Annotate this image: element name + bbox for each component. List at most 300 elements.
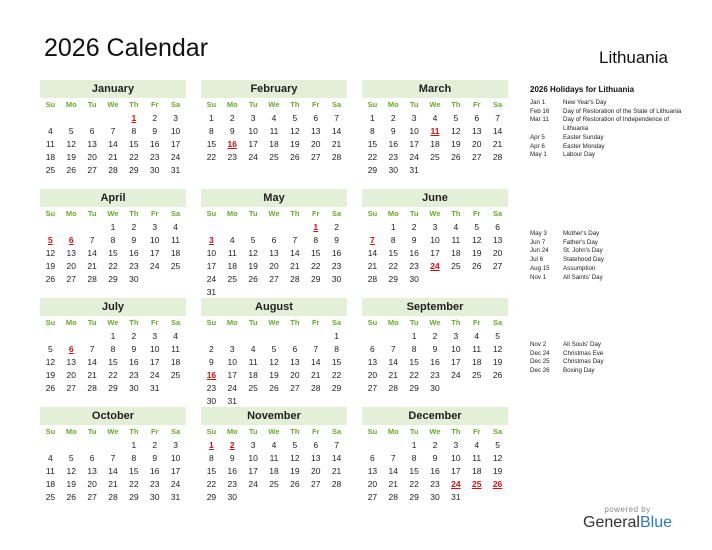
day-cell: 16 (149, 139, 160, 149)
day-cell: 23 (149, 152, 160, 162)
empty-cell (264, 330, 285, 343)
weekday-label: We (268, 318, 280, 327)
day-cell: 21 (87, 261, 97, 271)
day-cell: 7 (390, 453, 396, 463)
day-cell: 21 (108, 479, 118, 489)
weekday-label: Fr (472, 427, 481, 436)
empty-cell (40, 439, 61, 452)
weekday-label: Th (129, 318, 139, 327)
empty-cell (103, 439, 124, 452)
day-cell: 30 (409, 274, 419, 284)
day-cell: 9 (131, 344, 137, 354)
day-cell: 27 (269, 274, 279, 284)
month-title: September (362, 298, 508, 316)
day-cell: 8 (411, 344, 417, 354)
day-cell: 3 (250, 113, 256, 123)
day-cell: 27 (310, 479, 321, 489)
holiday-name: New Year's Day (563, 99, 607, 106)
day-cell: 15 (310, 248, 321, 258)
day-cell: 28 (331, 479, 342, 489)
empty-cell (103, 112, 124, 125)
day-cell: 22 (108, 261, 118, 271)
holiday-day-cell: 3 (209, 235, 214, 245)
day-cell: 17 (149, 248, 160, 258)
empty-cell (243, 221, 264, 234)
day-cell: 29 (409, 383, 419, 393)
day-cell: 14 (367, 248, 378, 258)
day-cell: 14 (87, 248, 97, 258)
day-cell: 19 (45, 261, 56, 271)
day-cell: 30 (430, 492, 440, 502)
weekday-label: Th (129, 209, 139, 218)
weekday-label: We (429, 427, 441, 436)
weekday-label: We (268, 209, 280, 218)
day-cell: 12 (451, 126, 461, 136)
day-cell: 10 (248, 453, 258, 463)
month-title: March (362, 80, 508, 98)
holiday-name: Boxing Day (563, 367, 595, 375)
day-cell: 22 (206, 479, 217, 489)
day-cell: 18 (170, 248, 181, 258)
day-grid (40, 425, 186, 504)
empty-cell (61, 221, 82, 234)
day-cell: 30 (149, 492, 160, 502)
day-cell: 9 (152, 453, 158, 463)
weekday-label: Tu (87, 427, 97, 436)
weekday-label: Sa (331, 318, 342, 327)
empty-cell (264, 221, 285, 234)
day-cell: 11 (269, 453, 279, 463)
month-june (362, 189, 508, 286)
day-cell: 16 (388, 139, 398, 149)
empty-cell (201, 221, 222, 234)
day-cell: 4 (474, 331, 480, 341)
day-cell: 13 (492, 235, 503, 245)
weekday-label: Tu (248, 427, 258, 436)
day-cell: 26 (45, 274, 56, 284)
empty-cell (201, 330, 222, 343)
day-cell: 1 (110, 331, 116, 341)
day-grid (201, 98, 347, 164)
day-cell: 3 (152, 331, 158, 341)
month-title: December (362, 407, 508, 425)
month-title: July (40, 298, 186, 316)
day-cell: 14 (290, 248, 300, 258)
day-cell: 5 (474, 222, 480, 232)
day-cell: 4 (250, 344, 256, 354)
day-cell: 9 (334, 235, 339, 245)
empty-cell (61, 330, 82, 343)
day-cell: 25 (170, 370, 181, 380)
day-grid (40, 98, 186, 177)
empty-cell (305, 330, 326, 343)
day-cell: 2 (152, 440, 158, 450)
day-cell: 3 (411, 113, 417, 123)
day-cell: 11 (46, 466, 55, 476)
holiday-date: Dec 25 (530, 358, 550, 366)
day-cell: 22 (129, 479, 139, 489)
weekday-label: Fr (150, 100, 159, 109)
weekday-label: Mo (226, 318, 238, 327)
weekday-label: Mo (387, 427, 399, 436)
day-cell: 17 (451, 357, 461, 367)
day-cell: 23 (331, 261, 342, 271)
holiday-item (530, 256, 690, 265)
day-cell: 16 (430, 357, 440, 367)
day-cell: 8 (334, 344, 339, 354)
day-cell: 25 (248, 383, 258, 393)
day-cell: 4 (48, 126, 53, 136)
day-cell: 23 (129, 370, 139, 380)
holiday-date: May 3 (530, 230, 547, 237)
weekday-label: Fr (472, 209, 481, 218)
day-cell: 19 (492, 466, 503, 476)
empty-cell (61, 439, 82, 452)
day-cell: 12 (290, 126, 300, 136)
day-cell: 15 (206, 139, 217, 149)
holiday-item (530, 143, 690, 152)
day-cell: 19 (492, 357, 503, 367)
day-cell: 23 (206, 383, 217, 393)
holiday-date: Apr 5 (530, 133, 545, 141)
day-cell: 12 (492, 344, 503, 354)
weekday-label: Sa (170, 318, 181, 327)
day-cell: 7 (110, 453, 116, 463)
empty-cell (82, 221, 103, 234)
day-cell: 14 (388, 466, 398, 476)
weekday-label: Th (129, 100, 139, 109)
day-cell: 8 (209, 453, 214, 463)
day-cell: 26 (66, 492, 76, 502)
day-cell: 5 (495, 331, 500, 341)
day-cell: 3 (152, 222, 158, 232)
day-cell: 30 (227, 492, 237, 502)
day-cell: 21 (367, 261, 378, 271)
holiday-date: Apr 6 (530, 142, 545, 150)
month-september (362, 298, 508, 395)
weekday-label: Sa (492, 100, 503, 109)
holidays-title: 2026 Holidays for Lithuania (530, 85, 635, 94)
weekday-label: Sa (331, 100, 342, 109)
day-cell: 5 (453, 113, 459, 123)
day-cell: 2 (152, 113, 158, 123)
day-cell: 29 (129, 492, 139, 502)
weekday-label: Th (451, 100, 461, 109)
day-cell: 10 (149, 235, 160, 245)
weekday-label: Th (451, 318, 461, 327)
day-cell: 4 (474, 440, 480, 450)
day-cell: 25 (430, 152, 440, 162)
weekday-label: Mo (226, 100, 238, 109)
day-cell: 18 (227, 261, 237, 271)
day-cell: 15 (388, 248, 398, 258)
day-cell: 26 (66, 165, 76, 175)
weekday-label: Tu (87, 209, 97, 218)
day-cell: 21 (331, 139, 342, 149)
day-cell: 21 (87, 370, 97, 380)
day-cell: 24 (206, 274, 217, 284)
weekday-label: Tu (87, 100, 97, 109)
day-cell: 23 (430, 370, 440, 380)
day-cell: 27 (310, 152, 321, 162)
weekday-label: We (107, 100, 119, 109)
day-cell: 1 (411, 331, 417, 341)
day-cell: 5 (292, 440, 298, 450)
day-cell: 11 (171, 344, 180, 354)
empty-cell (61, 112, 82, 125)
day-cell: 27 (367, 492, 378, 502)
holiday-day-cell: 2 (229, 440, 235, 450)
day-cell: 14 (492, 126, 503, 136)
day-cell: 19 (45, 370, 56, 380)
day-cell: 11 (248, 357, 258, 367)
holiday-day-cell: 7 (370, 235, 375, 245)
day-cell: 25 (170, 261, 181, 271)
day-cell: 6 (89, 126, 95, 136)
day-cell: 17 (149, 357, 160, 367)
empty-cell (362, 221, 383, 234)
month-title: August (201, 298, 347, 316)
day-cell: 16 (227, 466, 237, 476)
day-cell: 24 (248, 152, 258, 162)
day-cell: 11 (472, 344, 482, 354)
day-cell: 7 (334, 113, 339, 123)
day-cell: 1 (411, 440, 417, 450)
day-cell: 19 (269, 370, 279, 380)
day-cell: 8 (313, 235, 319, 245)
day-cell: 4 (173, 222, 178, 232)
day-cell: 21 (388, 479, 398, 489)
day-cell: 8 (390, 235, 396, 245)
holiday-name: All Saints' Day (563, 273, 603, 281)
holiday-day-cell: 24 (451, 479, 461, 489)
day-cell: 9 (411, 235, 417, 245)
holiday-date: Jul 6 (530, 256, 544, 264)
holiday-day-cell: 1 (209, 440, 214, 450)
day-cell: 7 (334, 440, 339, 450)
day-cell: 8 (131, 453, 137, 463)
weekday-label: Fr (150, 427, 159, 436)
day-cell: 19 (290, 466, 300, 476)
holiday-name: Labour Day (563, 151, 595, 159)
weekday-label: Fr (311, 318, 320, 327)
day-cell: 20 (492, 248, 503, 258)
day-cell: 15 (367, 139, 378, 149)
holiday-day-cell: 26 (492, 479, 503, 489)
weekday-label: Th (451, 427, 461, 436)
day-cell: 18 (471, 466, 482, 476)
day-cell: 12 (492, 453, 503, 463)
brand-name-general: General (583, 514, 640, 531)
day-cell: 27 (87, 492, 97, 502)
holiday-date: Jun 7 (530, 238, 546, 246)
day-cell: 20 (290, 370, 300, 380)
weekday-label: Mo (65, 318, 77, 327)
holiday-day-cell: 6 (68, 235, 74, 245)
day-cell: 14 (331, 126, 342, 136)
holiday-day-cell: 6 (68, 344, 74, 354)
day-cell: 7 (89, 235, 95, 245)
day-cell: 17 (430, 248, 440, 258)
day-cell: 13 (66, 248, 76, 258)
day-cell: 13 (66, 357, 76, 367)
day-cell: 28 (388, 492, 398, 502)
weekday-label: Sa (170, 100, 181, 109)
day-cell: 22 (206, 152, 217, 162)
brand-name-blue: Blue (639, 514, 672, 531)
day-cell: 26 (492, 370, 503, 380)
holiday-name: Easter Monday (563, 142, 605, 150)
day-cell: 2 (432, 440, 438, 450)
day-cell: 31 (149, 383, 160, 393)
day-cell: 11 (46, 139, 55, 149)
day-cell: 3 (229, 344, 235, 354)
holiday-item (530, 99, 690, 108)
holiday-item (530, 108, 690, 117)
day-cell: 19 (451, 139, 461, 149)
day-cell: 6 (292, 344, 298, 354)
day-cell: 12 (45, 248, 56, 258)
day-cell: 22 (310, 261, 321, 271)
day-cell: 7 (89, 344, 95, 354)
weekday-label: Fr (472, 318, 481, 327)
day-grid (40, 207, 186, 286)
weekday-label: Sa (331, 427, 342, 436)
day-cell: 30 (206, 396, 217, 406)
weekday-label: We (429, 100, 441, 109)
day-cell: 29 (409, 492, 419, 502)
page-title: 2026 Calendar (44, 34, 209, 62)
weekday-label: Su (45, 318, 56, 327)
day-cell: 18 (269, 139, 279, 149)
holiday-item (530, 239, 690, 248)
weekday-label: Su (367, 100, 378, 109)
empty-cell (383, 439, 404, 452)
day-cell: 17 (409, 139, 419, 149)
day-cell: 4 (432, 113, 438, 123)
day-cell: 10 (149, 344, 160, 354)
brand-name (583, 514, 672, 532)
day-cell: 11 (451, 235, 461, 245)
day-cell: 8 (110, 235, 116, 245)
day-cell: 19 (66, 152, 76, 162)
day-cell: 24 (149, 261, 160, 271)
day-cell: 23 (227, 479, 237, 489)
day-cell: 25 (227, 274, 237, 284)
month-title: October (40, 407, 186, 425)
day-cell: 13 (290, 357, 300, 367)
day-cell: 31 (451, 492, 461, 502)
day-cell: 25 (45, 165, 56, 175)
holiday-list-group-3 (530, 341, 690, 376)
day-cell: 30 (149, 165, 160, 175)
day-cell: 22 (108, 370, 118, 380)
day-cell: 1 (209, 113, 214, 123)
day-cell: 6 (271, 235, 277, 245)
weekday-label: Th (129, 427, 139, 436)
day-cell: 7 (495, 113, 500, 123)
day-cell: 19 (290, 139, 300, 149)
empty-cell (40, 112, 61, 125)
day-cell: 3 (173, 440, 178, 450)
day-cell: 31 (206, 287, 217, 297)
day-cell: 10 (170, 126, 181, 136)
day-cell: 30 (331, 274, 342, 284)
day-cell: 10 (170, 453, 181, 463)
day-cell: 25 (269, 152, 279, 162)
weekday-label: Su (206, 427, 217, 436)
day-grid (362, 425, 508, 504)
day-cell: 25 (451, 261, 461, 271)
day-cell: 15 (129, 466, 139, 476)
day-cell: 9 (432, 344, 438, 354)
empty-cell (362, 439, 383, 452)
day-cell: 2 (432, 331, 438, 341)
day-cell: 13 (269, 248, 279, 258)
day-cell: 16 (331, 248, 342, 258)
day-cell: 22 (129, 152, 139, 162)
day-cell: 26 (290, 152, 300, 162)
day-cell: 14 (87, 357, 97, 367)
weekday-label: Fr (311, 100, 320, 109)
weekday-label: Su (367, 427, 378, 436)
weekday-label: Mo (65, 427, 77, 436)
weekday-label: We (268, 100, 280, 109)
holiday-item (530, 247, 690, 256)
holiday-date: Dec 26 (530, 367, 550, 375)
day-cell: 30 (129, 274, 139, 284)
day-cell: 9 (432, 453, 438, 463)
holiday-date: Aug 15 (530, 264, 550, 272)
day-cell: 8 (131, 126, 137, 136)
day-cell: 13 (87, 466, 97, 476)
country-name: Lithuania (598, 48, 668, 67)
day-cell: 1 (110, 222, 116, 232)
weekday-label: Su (45, 100, 56, 109)
day-cell: 7 (390, 344, 396, 354)
day-cell: 5 (48, 344, 53, 354)
month-january (40, 80, 186, 177)
day-cell: 8 (209, 126, 214, 136)
day-cell: 10 (206, 248, 217, 258)
day-cell: 11 (227, 248, 237, 258)
month-title: January (40, 80, 186, 98)
day-cell: 20 (367, 370, 378, 380)
weekday-label: Fr (472, 100, 481, 109)
day-cell: 5 (495, 440, 500, 450)
weekday-label: Fr (311, 209, 320, 218)
holiday-date: Feb 16 (530, 107, 550, 115)
day-grid (201, 207, 347, 299)
weekday-label: Sa (492, 427, 503, 436)
day-cell: 22 (331, 370, 342, 380)
day-cell: 16 (409, 248, 419, 258)
empty-cell (222, 330, 243, 343)
day-cell: 23 (388, 152, 398, 162)
holiday-item (530, 265, 690, 274)
day-cell: 15 (409, 357, 419, 367)
day-cell: 28 (331, 152, 342, 162)
day-cell: 12 (269, 357, 279, 367)
empty-cell (362, 330, 383, 343)
month-april (40, 189, 186, 286)
holiday-name: Day of Restoration of Independence of Lithuania (563, 116, 669, 133)
holiday-name: Statehood Day (563, 256, 604, 264)
day-cell: 24 (170, 152, 181, 162)
day-cell: 23 (227, 152, 237, 162)
day-cell: 4 (453, 222, 459, 232)
holiday-day-cell: 24 (430, 261, 440, 271)
